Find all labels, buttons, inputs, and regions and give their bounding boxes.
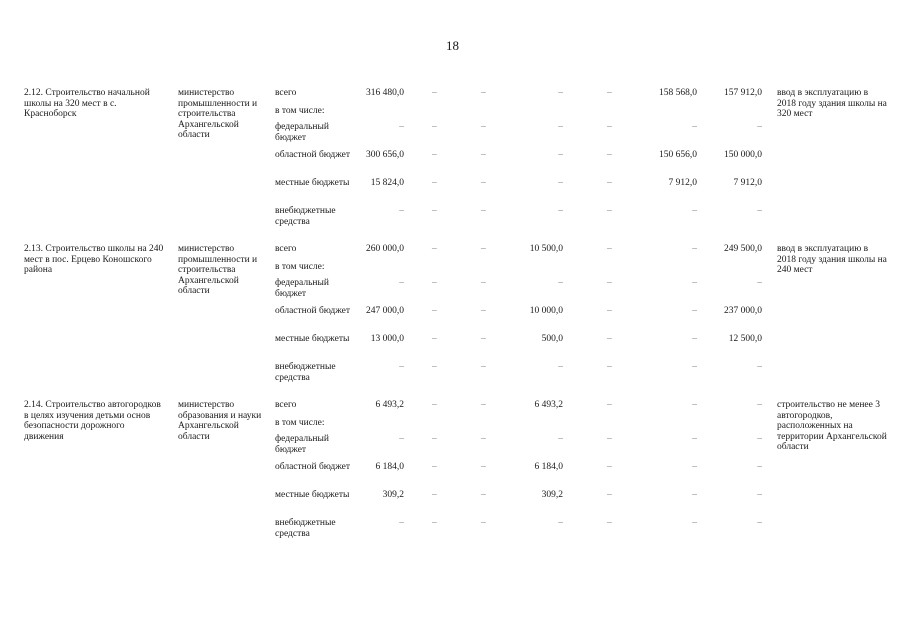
item-result: строительство не менее 3 автогородков, расположенных на территории Архангельской области <box>777 400 887 452</box>
item-result: ввод в эксплуатацию в 2018 году здания школы на 240 мест <box>777 244 887 275</box>
value-cell: – <box>757 278 762 288</box>
value-cell: – <box>432 400 437 410</box>
table-block-2-14 <box>0 400 905 556</box>
value-cell: – <box>399 518 404 528</box>
value-cell: 6 493,2 <box>375 400 404 410</box>
value-cell: 158 568,0 <box>659 88 697 98</box>
value-cell: – <box>432 150 437 160</box>
source-row <box>0 278 905 304</box>
source-row <box>0 462 905 488</box>
value-cell: 6 184,0 <box>375 462 404 472</box>
source-label: федеральный бюджет <box>275 434 329 455</box>
value-cell: – <box>757 122 762 132</box>
value-cell: – <box>481 362 486 372</box>
value-cell: 316 480,0 <box>366 88 404 98</box>
value-cell: – <box>607 122 612 132</box>
value-cell: – <box>757 490 762 500</box>
source-row <box>0 206 905 232</box>
value-cell: – <box>757 362 762 372</box>
value-cell: – <box>558 518 563 528</box>
value-cell: – <box>692 122 697 132</box>
value-cell: 237 000,0 <box>724 306 762 316</box>
source-row <box>0 306 905 332</box>
source-label: местные бюджеты <box>275 490 350 500</box>
value-cell: – <box>757 434 762 444</box>
value-cell: – <box>692 362 697 372</box>
item-name: 2.14. Строительство автогородков в целях изучения детьми основ безопасности дорожного движения <box>24 400 161 442</box>
source-label: областной бюджет <box>275 462 351 472</box>
value-cell: – <box>481 88 486 98</box>
value-cell: – <box>558 150 563 160</box>
value-cell: 10 000,0 <box>529 306 563 316</box>
value-cell: – <box>432 462 437 472</box>
value-cell: – <box>558 178 563 188</box>
value-cell: – <box>558 88 563 98</box>
value-cell: – <box>757 518 762 528</box>
value-cell: – <box>432 518 437 528</box>
value-cell: 7 912,0 <box>733 178 762 188</box>
value-cell: – <box>432 434 437 444</box>
value-cell: – <box>481 434 486 444</box>
value-cell: – <box>692 278 697 288</box>
value-cell: – <box>399 122 404 132</box>
value-cell: – <box>692 462 697 472</box>
value-cell: 10 500,0 <box>529 244 563 254</box>
value-cell: – <box>481 206 486 216</box>
value-cell: – <box>607 244 612 254</box>
source-row <box>0 150 905 176</box>
value-cell: – <box>481 244 486 254</box>
value-cell: – <box>481 518 486 528</box>
item-executor: министерство образования и науки Архангельской области <box>178 400 262 442</box>
source-label: внебюджетные средства <box>275 206 336 227</box>
source-label: местные бюджеты <box>275 178 350 188</box>
source-row <box>0 122 905 148</box>
value-cell: – <box>692 306 697 316</box>
source-label: областной бюджет <box>275 150 351 160</box>
value-cell: – <box>481 278 486 288</box>
value-cell: 150 000,0 <box>724 150 762 160</box>
value-cell: – <box>558 362 563 372</box>
value-cell: 500,0 <box>541 334 563 344</box>
value-cell: – <box>481 490 486 500</box>
value-cell: – <box>432 306 437 316</box>
item-name: 2.12. Строительство начальной школы на 320 мест в с. Красноборск <box>24 88 150 119</box>
value-cell: – <box>692 490 697 500</box>
table-block-2-12 <box>0 88 905 244</box>
value-cell: 6 184,0 <box>534 462 563 472</box>
source-row <box>0 434 905 460</box>
value-cell: – <box>757 400 762 410</box>
value-cell: – <box>432 244 437 254</box>
value-cell: 249 500,0 <box>724 244 762 254</box>
value-cell: – <box>481 122 486 132</box>
value-cell: 157 912,0 <box>724 88 762 98</box>
value-cell: – <box>607 462 612 472</box>
source-label: местные бюджеты <box>275 334 350 344</box>
source-label: всего <box>275 244 297 254</box>
value-cell: – <box>692 434 697 444</box>
item-executor: министерство промышленности и строительства Архангельской области <box>178 244 258 296</box>
value-cell: 247 000,0 <box>366 306 404 316</box>
value-cell: 7 912,0 <box>668 178 697 188</box>
item-executor: министерство промышленности и строительства Архангельской области <box>178 88 258 140</box>
value-cell: – <box>432 490 437 500</box>
value-cell: – <box>607 400 612 410</box>
value-cell: 300 656,0 <box>366 150 404 160</box>
value-cell: – <box>432 178 437 188</box>
source-label: федеральный бюджет <box>275 278 329 299</box>
value-cell: 260 000,0 <box>366 244 404 254</box>
value-cell: – <box>607 306 612 316</box>
value-cell: – <box>432 334 437 344</box>
value-cell: – <box>399 362 404 372</box>
value-cell: – <box>607 178 612 188</box>
value-cell: – <box>692 206 697 216</box>
value-cell: – <box>481 400 486 410</box>
value-cell: 6 493,2 <box>534 400 563 410</box>
value-cell: – <box>607 150 612 160</box>
source-row <box>0 334 905 360</box>
value-cell: – <box>692 244 697 254</box>
table-block-2-13 <box>0 244 905 400</box>
source-label: всего <box>275 88 297 98</box>
item-name: 2.13. Строительство школы на 240 мест в пос. Ерцево Коношского района <box>24 244 164 275</box>
value-cell: – <box>692 400 697 410</box>
value-cell: – <box>432 122 437 132</box>
value-cell: – <box>481 178 486 188</box>
value-cell: – <box>481 150 486 160</box>
source-label: федеральный бюджет <box>275 122 329 143</box>
value-cell: – <box>757 206 762 216</box>
source-label: внебюджетные средства <box>275 362 336 383</box>
source-row <box>0 490 905 516</box>
source-row <box>0 362 905 388</box>
source-label: всего <box>275 400 297 410</box>
value-cell: 15 824,0 <box>370 178 404 188</box>
program-table <box>0 88 905 556</box>
value-cell: – <box>558 122 563 132</box>
value-cell: – <box>432 362 437 372</box>
value-cell: – <box>481 462 486 472</box>
value-cell: – <box>481 306 486 316</box>
value-cell: – <box>558 206 563 216</box>
value-cell: – <box>399 206 404 216</box>
value-cell: – <box>432 206 437 216</box>
value-cell: 12 500,0 <box>728 334 762 344</box>
source-label: в том числе: <box>275 106 325 116</box>
value-cell: – <box>607 490 612 500</box>
source-label: областной бюджет <box>275 306 351 316</box>
page-number: 18 <box>446 38 459 53</box>
value-cell: – <box>432 278 437 288</box>
value-cell: 150 656,0 <box>659 150 697 160</box>
value-cell: – <box>558 434 563 444</box>
item-result: ввод в эксплуатацию в 2018 году здания школы на 320 мест <box>777 88 887 119</box>
value-cell: – <box>558 278 563 288</box>
value-cell: – <box>757 462 762 472</box>
value-cell: – <box>481 334 486 344</box>
value-cell: 13 000,0 <box>370 334 404 344</box>
value-cell: – <box>399 434 404 444</box>
value-cell: – <box>607 334 612 344</box>
value-cell: – <box>607 88 612 98</box>
value-cell: – <box>607 206 612 216</box>
source-row <box>0 178 905 204</box>
value-cell: – <box>692 334 697 344</box>
value-cell: – <box>399 278 404 288</box>
value-cell: – <box>607 362 612 372</box>
source-row <box>0 518 905 544</box>
value-cell: – <box>692 518 697 528</box>
value-cell: – <box>607 278 612 288</box>
source-label: в том числе: <box>275 418 325 428</box>
source-label: в том числе: <box>275 262 325 272</box>
value-cell: 309,2 <box>541 490 563 500</box>
value-cell: – <box>607 434 612 444</box>
value-cell: 309,2 <box>382 490 404 500</box>
value-cell: – <box>607 518 612 528</box>
source-label: внебюджетные средства <box>275 518 336 539</box>
value-cell: – <box>432 88 437 98</box>
